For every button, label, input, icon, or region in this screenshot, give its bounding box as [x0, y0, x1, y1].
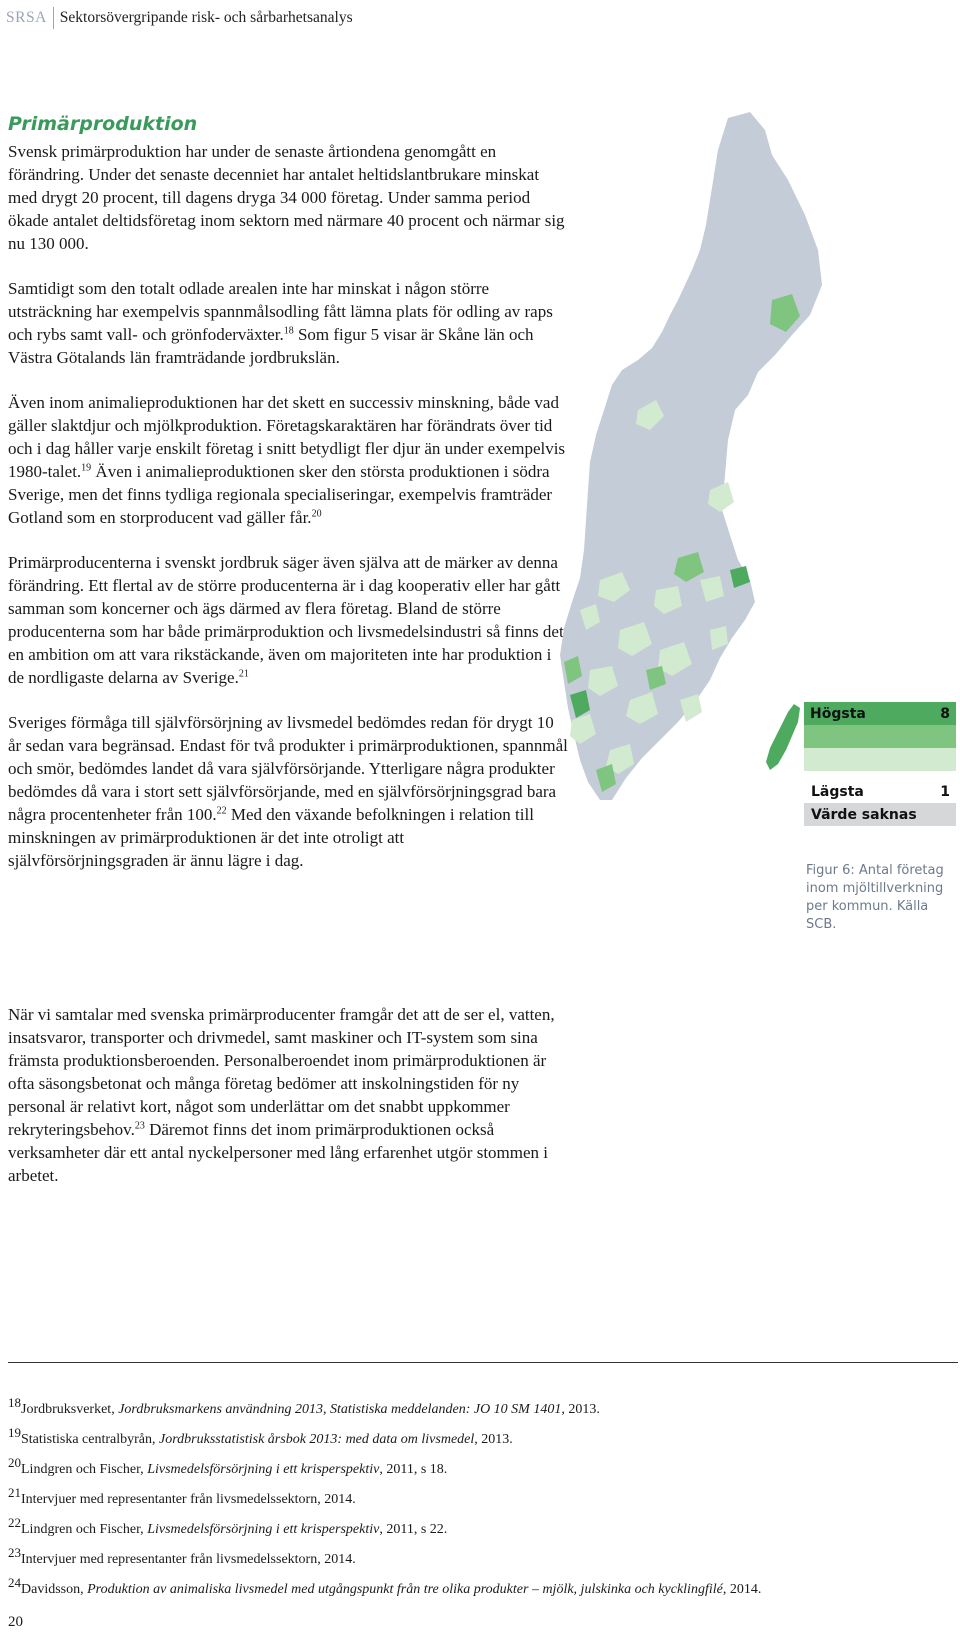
footnote-ref-18[interactable]: 18 [283, 325, 294, 337]
footnote-18: 18Jordbruksverket, Jordbruksmarkens användning 2013, Statistiska meddelanden: JO 10 SM 1401, 2013. [8, 1395, 600, 1417]
legend-gap [804, 771, 956, 780]
footnotes [8, 1388, 958, 1598]
footnote-ref-19[interactable]: 19 [81, 462, 92, 474]
legend-swatch-mid [804, 725, 956, 748]
footnote-ref-20[interactable]: 20 [311, 508, 322, 520]
footnote-22: 22Lindgren och Fischer, Livsmedelsförsörjning i ett krisperspektiv, 2011, s 22. [8, 1515, 448, 1537]
footnote-ref-21[interactable]: 21 [238, 668, 249, 680]
org-abbreviation: SRSA [6, 9, 47, 26]
paragraph-1: Svensk primärproduktion har under de senaste årtiondena genomgått en förändring. Under det senaste decenniet har antalet heltidslantbrukare minskat med drygt 20 procent, till dagens dryga 34 000 företag. Under samma period ökade antalet deltidsföretag inom sektorn med närmare 40 procent och närmar sig nu 130 000. [8, 142, 565, 253]
paragraph-3: Även inom animalieproduktionen har det skett en successiv minskning, både vad gäller slaktdjur och mjölkproduktion. Företagskaraktären har förändrats över tid och i dag håller varje enskilt företag i snitt betydligt fler djur än under exempelvis 1980-talet.$^{19}$ Även i animalieproduktionen sker den största produktionen i södra Sverige, men det finns tydliga regionala specialiseringar, exempelvis framträder Gotland som en storproducent vad gäller får.$^{20}$ [8, 393, 566, 527]
page-number: 20 [8, 1614, 23, 1630]
gotland-island [764, 702, 804, 772]
footnote-23: 23Intervjuer med representanter från livsmedelssektorn, 2014. [8, 1545, 356, 1567]
section-title: Primärproduktion [8, 113, 198, 135]
map-legend [804, 702, 956, 826]
legend-swatch-low [804, 748, 956, 771]
paragraph-4: Primärproducenterna i svenskt jordbruk säger även själva att de märker av denna förändring. Ett flertal av de större producenterna är i dag kooperativ eller har gått samman som koncerner och ägs därmed av flera företag. Bland de större producenterna som har både primärproduktion och livsmedelsindustri så finns det en ambition om att vara rikstäckande, även om majoriteten inte har produktion i de nordligaste delarna av Sverige.$^{21}$ [8, 553, 564, 687]
body-column-bottom [8, 1003, 573, 1209]
header-divider [53, 7, 54, 29]
paragraph-6: När vi samtalar med svenska primärproducenter framgår det att de ser el, vatten, insatsvaror, transporter och drivmedel, samt maskiner och IT-system som sina främsta produktionsberoenden. Personalberoendet inom primärproduktionen är ofta säsongsbetonat och många företag bedömer att inskolningstiden för ny personal är relativt kort, något som underlättar om det snabbt uppkommer rekryteringsbehov.$^{23}$ Däremot finns det inom primärproduktionen också verksamheter där ett antal nyckelpersoner med lång erfarenhet utgör stommen i arbetet. [8, 1005, 555, 1185]
legend-missing-label: Värde saknas [811, 806, 917, 823]
paragraph-2: Samtidigt som den totalt odlade arealen inte har minskat i någon större utsträckning har exempelvis spannmålsodling fått lämna plats för odling av raps och rybs samt vall- och grönfoderväxter.$^{18}$ Som figur 5 visar är Skåne län och Västra Götalands län framträdande jordbrukslän. [8, 279, 553, 367]
footnote-ref-23[interactable]: 23 [134, 1120, 145, 1132]
footnote-19: 19Statistiska centralbyrån, Jordbruksstatistisk årsbok 2013: med data om livsmedel, 2013. [8, 1425, 513, 1447]
document-title: Sektorsövergripande risk- och sårbarhetsanalys [59, 9, 353, 26]
footnote-20: 20Lindgren och Fischer, Livsmedelsförsörjning i ett krisperspektiv, 2011, s 18. [8, 1455, 448, 1477]
footnote-24: 24Davidsson, Produktion av animaliska livsmedel med utgångspunkt från tre olika produkter – mjölk, julskinka och kycklingfilé, 2014. [8, 1575, 762, 1597]
legend-row-lowest [804, 780, 956, 803]
paragraph-5: Sveriges förmåga till självförsörjning av livsmedel bedömdes redan för drygt 10 år sedan vara begränsad. Endast för två produkter i primärproduktionen, spannmål och smör, bedömdes landet då vara självförsörjande. Ytterligare några produkter bedömdes då vara i stort sett självförsörjande, med en självförsörjningsgrad bara några procentenheter från 100.22 Med den växande befolkningen i relation till minskningen av primärproduktionen är det inte otroligt att självförsörjningsgraden är ännu lägre i dag. [8, 713, 568, 870]
footnote-ref-22[interactable]: 22 [216, 805, 227, 817]
page-header [6, 6, 353, 30]
figure-caption: Figur 6: Antal företag inom mjöltillverkning per kommun. Källa SCB. [806, 863, 944, 932]
footnote-divider [8, 1362, 958, 1363]
legend-highest-value: 8 [940, 705, 950, 722]
legend-lowest-value: 1 [940, 783, 950, 800]
legend-lowest-label: Lägsta [811, 783, 864, 800]
body-column-top [8, 140, 568, 894]
footnote-21: 21Intervjuer med representanter från livsmedelssektorn, 2014. [8, 1485, 356, 1507]
legend-row-highest [804, 702, 956, 725]
legend-highest-label: Högsta [810, 705, 866, 722]
legend-row-missing [804, 803, 956, 826]
